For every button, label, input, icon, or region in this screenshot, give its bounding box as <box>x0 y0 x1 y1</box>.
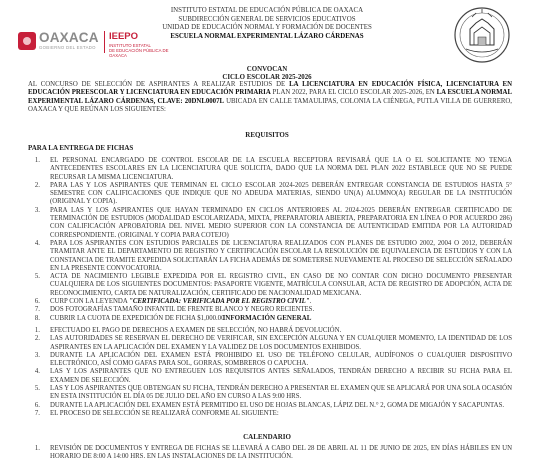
intro-degrees: LA LICENCIATURA EN EDUCACIÓN FÍSICA, LICENCIATURA EN EDUCACIÓN PREESCOLAR Y LICENCIATURA EN EDUCACIÓN PRIMARIA <box>28 81 512 97</box>
list-item: 7. DOS FOTOGRAFÍAS TAMAÑO INFANTIL DE FRENTE BLANCO Y NEGRO RECIENTES. <box>34 306 315 314</box>
header-line-3: UNIDAD DE EDUCACIÓN NORMAL Y FORMACIÓN DE DOCENTES <box>162 24 372 31</box>
list-item: 7. EL PROCESO DE SELECCIÓN SE REALIZARÁ CONFORME AL SIGUIENTE: <box>34 409 279 417</box>
list-item: 3. DURANTE LA APLICACIÓN DEL EXAMEN ESTÁ PROHIBIDO EL USO DE TELÉFONO CELULAR, AUDÍFONOS O CUALQUIER DISPOSITIVO ELECTRÓNICO, ASÍ COMO GAFAS PARA SOL, GORRAS, SOMBREROS O CAPUCHA. <box>34 351 512 368</box>
school-seal-icon <box>452 5 512 65</box>
list-item: 6. CURP CON LA LEYENDA "CERTIFICADA: VERIFICADA POR EL REGISTRO CIVIL". <box>34 298 312 306</box>
oaxaca-logo-subtitle: GOBIERNO DEL ESTADO <box>39 45 96 50</box>
intro-paragraph <box>28 81 512 114</box>
list-item: 2. LAS AUTORIDADES SE RESERVAN EL DERECHO DE VERIFICAR, SIN EXCEPCIÓN ALGUNA Y EN CUALQUIER MOMENTO, LA IDENTIDAD DE LOS ASPIRANTES EN LA APLICACIÓN DEL EXAMEN Y LA VALIDEZ DE LOS DOCUMENTOS EXHIBIDOS. <box>34 335 512 351</box>
calendar-title: CALENDARIO <box>243 433 291 441</box>
requirements-subtitle: PARA LA ENTREGA DE FICHAS <box>28 144 134 152</box>
list-item: 8. CUBRIR LA CUOTA DE EXPEDICIÓN DE FICHA $1,000.00 <box>34 314 225 322</box>
header-line-2: SUBDIRECCIÓN GENERAL DE SERVICIOS EDUCATIVOS <box>178 15 356 23</box>
requirements-list <box>0 157 512 323</box>
list-item: 1. EFECTUADO EL PAGO DE DERECHOS A EXAMEN DE SELECCIÓN, NO HABRÁ DEVOLUCIÓN. <box>34 327 342 334</box>
ieepo-logo-line-2: DE EDUCACIÓN PÚBLICA DE OAXACA <box>109 48 169 58</box>
intro-text-3: UBICADA EN CALLE TAMAULIPAS, COLONIA LA CIÉNEGA, PUTLA VILLA DE GUERRERO, OAXACA Y QUE REÚNAN LOS SIGUIENTES: <box>28 97 512 113</box>
calendar-list <box>0 445 512 462</box>
logo-divider <box>104 31 105 53</box>
list-item: 4. LAS Y LOS ASPIRANTES QUE NO ENTREGUEN LOS REQUISITOS ANTES SEÑALADOS, TENDRÁN DERECHO A RECIBIR SU FICHA PARA EL EXAMEN DE SELECCIÓN. <box>34 368 512 384</box>
ieepo-logo-acronym: IEEPO <box>109 31 139 42</box>
list-item: 5. LAS Y LOS ASPIRANTES QUE OBTENGAN SU FICHA, TENDRÁN DERECHO A PRESENTAR EL EXAMEN QUE SE APLICARÁ POR UNA SOLA OCASIÓN EN ESTA INSTITUCIÓN EL DÍA 05 DE JULIO DEL AÑO EN CURSO A LAS 9:00 HRS. <box>34 385 512 401</box>
list-item: 1. EL PERSONAL ENCARGADO DE CONTROL ESCOLAR DE LA ESCUELA RECEPTORA REVISARÁ QUE LA O EL SOLICITANTE NO TENGA ANTECEDENTES ESCOLARES EN LA LICENCIATURA QUE SOLICITA, DADO QUE LA NORMA DEL PLAN 2022 ESTABLECE QUE NO SE PUEDE RECURSAR LA MISMA LICENCIATURA. <box>34 157 512 181</box>
ieepo-logo-line-1: INSTITUTO ESTATAL <box>109 43 151 48</box>
intro-text-2: PLAN 2022, PARA EL CICLO ESCOLAR 2025-2026, EN <box>270 89 437 97</box>
intro-school: LA ESCUELA NORMAL EXPERIMENTAL LÁZARO CÁRDENAS, CLAVE: 20DNL0007L <box>28 89 512 105</box>
list-item: 5. ACTA DE NACIMIENTO LEGIBLE EXPEDIDA POR EL REGISTRO CIVIL, EN CASO DE NO CONTAR CON DICHO DOCUMENTO PRESENTAR CUALQUIERA DE LOS SIGUIENTES DOCUMENTOS: PASAPORTE VIGENTE, MATRÍCULA CONSULAR, ACTA DE REGISTRO DE ADOPCIÓN, ACTA DE RECONOCIMIENTO, CARTA DE NATURALIZACIÓN, CERTIFICADO DE NACIONALIDAD MEXICANA. <box>34 273 512 297</box>
list-item: 3. PARA LAS Y LOS ASPIRANTES QUE HAYAN TERMINADO EN CICLOS ANTERIORES AL 2024-2025 DEBERÁN ENTREGAR CERTIFICADO DE TERMINACIÓN DE ESTUDIOS (MODALIDAD ESCOLARIZADA, MIXTA, PREPARATORIA ABIERTA, PREPARATORIA EN LÍNEA O POR ACUERDO 286) CON CALIFICACIÓN APROBATORIA DEL NIVEL MEDIO SUPERIOR CON LA CONSTANCIA DE AUTENTICIDAD EMITIDA POR LA AUTORIDAD CORRESPONDIENTE. (ORIGINAL Y COPIA PARA COTEJO) <box>34 206 512 239</box>
intro-text-1: AL CONCURSO DE SELECCIÓN DE ASPIRANTES A REALIZAR ESTUDIOS DE <box>28 81 290 88</box>
oaxaca-emblem-icon <box>18 32 36 50</box>
oaxaca-logo-word: OAXACA <box>39 30 99 45</box>
list-item: 1. REVISIÓN DE DOCUMENTOS Y ENTREGA DE FICHAS SE LLEVARÁ A CABO DEL 28 DE ABRIL AL 11 DE JUNIO DE 2025, EN DÍAS HÁBILES EN UN HORARIO DE 8:00 A 14:00 HRS. EN LAS INSTALACIONES DE LA INSTITUCIÓN. <box>34 445 512 461</box>
list-item: 2. PARA LAS Y LOS ASPIRANTES QUE TERMINAN EL CICLO ESCOLAR 2024-2025 DEBERÁN ENTREGAR CONSTANCIA DE ESTUDIOS HASTA 5° SEMESTRE CON CALIFICACIONES QUE INDIQUE QUE NO ADEUDA MATERIAS, SIENDO UN(A) ALUMNO(A) REGULAR DE LA INSTITUCIÓN (ORIGINAL Y COPIA). <box>34 181 512 206</box>
school-name: ESCUELA NORMAL EXPERIMENTAL LÁZARO CÁRDENAS <box>170 32 364 40</box>
institution-header <box>150 7 384 41</box>
general-info-title: INFORMACIÓN GENERAL <box>222 314 312 322</box>
school-cycle: CICLO ESCOLAR 2025-2026 <box>222 74 312 82</box>
ieepo-logo-text <box>109 43 179 58</box>
general-info-list <box>0 327 512 418</box>
oaxaca-government-logo <box>18 30 100 54</box>
list-item: 4. PARA LOS ASPIRANTES CON ESTUDIOS PARCIALES DE LICENCIATURA REALIZADOS CON PLANES DE ESTUDIO 2002, 2004 O 2012, DEBERÁN TRAMITAR ANTE EL DEPARTAMENTO DE REGISTRO Y CERTIFICACIÓN ESCOLAR LA RESOLUCIÓN DE EQUIVALENCIA DE ESTUDIOS Y CON LA CONSTANCIA DE TRAMITE EXPEDIDA SOLICITARÁN LA FICHA ADEMÁS DE SOMETERSE NUEVAMENTE AL PROCESO DE SELECCIÓN SEÑALADO EN LA PRESENTE CONVOCATORIA. <box>34 239 512 272</box>
list-item: 6. DURANTE LA APLICACIÓN DEL EXAMEN ESTÁ PERMITIDO EL USO DE HOJAS BLANCAS, LÁPIZ DEL N.° 2, GOMA DE MIGAJÓN Y SACAPUNTAS. <box>34 401 505 409</box>
requirements-title: REQUISITOS <box>245 131 289 139</box>
convocan-title: CONVOCAN <box>246 66 288 73</box>
header-line-1: INSTITUTO ESTATAL DE EDUCACIÓN PÚBLICA DE OAXACA <box>170 7 364 14</box>
curp-certified-legend: "CERTIFICADA: VERIFICADA POR EL REGISTRO CIVIL" <box>129 298 310 306</box>
